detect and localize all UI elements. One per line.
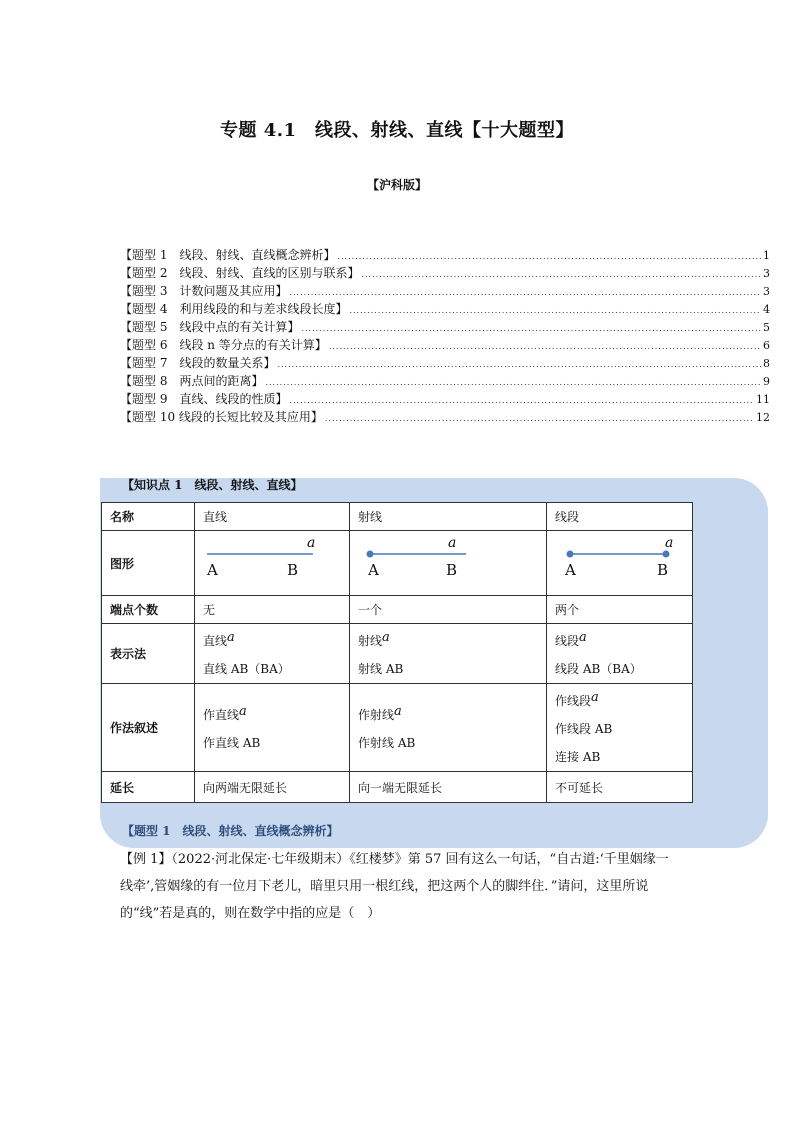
toc-leader-dots	[337, 248, 761, 266]
construct-ray-1: 作射线	[358, 708, 395, 722]
toc-leader-dots	[349, 302, 761, 320]
knowledge-table	[101, 502, 693, 803]
label-a: a	[448, 535, 457, 551]
page-title: 专题 4.1 线段、射线、直线【十大题型】	[219, 120, 575, 141]
line-figure-cell	[195, 531, 350, 596]
toc-item-label: 【题型 2 线段、射线、直线的区别与联系】	[120, 266, 360, 280]
toc-leader-dots	[361, 266, 761, 284]
table-row-notation	[102, 624, 693, 684]
label-point-a: A	[368, 561, 379, 579]
cell-segment: 不可延长	[547, 772, 693, 803]
symbol-a: a	[394, 704, 402, 719]
construct-ray-2: 作射线 AB	[358, 736, 416, 750]
toc-item-label: 【题型 7 线段的数量关系】	[120, 356, 276, 370]
row-label: 延长	[102, 772, 195, 803]
row-label: 表示法	[102, 624, 195, 684]
toc-item-page: 5	[763, 321, 770, 334]
notation-line-1: 直线	[203, 634, 228, 648]
table-row-endpoints	[102, 596, 693, 624]
cell-segment	[547, 624, 693, 684]
cell-ray	[350, 624, 547, 684]
row-label: 名称	[102, 503, 195, 531]
table-row-construction	[102, 684, 693, 772]
toc-item[interactable]	[120, 408, 770, 426]
ray-endpoint	[367, 551, 374, 558]
toc-item-label: 【题型 10 线段的长短比较及其应用】	[120, 410, 323, 424]
symbol-a: a	[227, 630, 235, 645]
cell-ray: 向一端无限延长	[350, 772, 547, 803]
label-point-b: B	[657, 561, 669, 579]
toc-item-label: 【题型 6 线段 n 等分点的有关计算】	[120, 338, 327, 352]
toc-item-label: 【题型 3 计数问题及其应用】	[120, 284, 288, 298]
toc-item-page: 3	[763, 285, 770, 298]
cell-ray: 一个	[350, 596, 547, 624]
label-point-b: B	[287, 561, 299, 579]
cell-segment: 两个	[547, 596, 693, 624]
segment-figure	[555, 533, 684, 593]
symbol-a: a	[239, 704, 247, 719]
toc-leader-dots	[265, 374, 761, 392]
label-a: a	[307, 535, 316, 551]
row-label: 图形	[102, 531, 195, 596]
cell-ray	[350, 684, 547, 772]
toc-item-page: 8	[763, 357, 770, 370]
label-point-b: B	[446, 561, 458, 579]
symbol-a: a	[382, 630, 390, 645]
notation-line-2: 直线 AB（BA）	[203, 662, 290, 676]
segment-endpoint-a	[567, 551, 574, 558]
toc-leader-dots	[277, 356, 761, 374]
construct-segment-3: 连接 AB	[555, 750, 601, 764]
toc-leader-dots	[289, 392, 754, 410]
toc-leader-dots	[301, 320, 761, 338]
toc-item-page: 3	[763, 267, 770, 280]
toc-item[interactable]	[120, 372, 770, 390]
toc-leader-dots	[329, 338, 761, 356]
line-figure	[203, 533, 341, 593]
edition-label: 【沪科版】	[366, 178, 427, 192]
toc-item-page: 9	[763, 375, 770, 388]
toc-item-page: 1	[763, 249, 770, 262]
label-point-a: A	[565, 561, 576, 579]
toc-item-page: 4	[763, 303, 770, 316]
construct-segment-2: 作线段 AB	[555, 722, 613, 736]
cell-ray: 射线	[350, 503, 547, 531]
cell-segment	[547, 684, 693, 772]
toc-item[interactable]	[120, 336, 770, 354]
toc-leader-dots	[289, 284, 761, 302]
knowledge-title: 【知识点 1 线段、射线、直线】	[122, 478, 303, 492]
toc-item[interactable]	[120, 318, 770, 336]
label-a: a	[665, 535, 674, 551]
notation-ray-2: 射线 AB	[358, 662, 404, 676]
example-1-text: 【例 1】（2022·河北保定·七年级期末）《红楼梦》第 57 回有这么一句话，“自古道:‘千里姻缘一线牵’,管姻缘的有一位月下老儿，暗里只用一根红线，把这两个人的脚绊住．”请问，这里所说的“线”若是真的，则在数学中指的应是（ ）	[120, 852, 669, 921]
table-row-figure	[102, 531, 693, 596]
label-point-a: A	[207, 561, 218, 579]
construct-line-2: 作直线 AB	[203, 736, 261, 750]
toc-item-label: 【题型 1 线段、射线、直线概念辨析】	[120, 248, 336, 262]
row-label: 端点个数	[102, 596, 195, 624]
toc-item-label: 【题型 8 两点间的距离】	[120, 374, 264, 388]
toc-item-page: 11	[756, 393, 770, 406]
toc-item[interactable]	[120, 300, 770, 318]
ray-figure-cell	[350, 531, 547, 596]
toc-leader-dots	[325, 410, 754, 428]
question-type-heading: 【题型 1 线段、射线、直线概念辨析】	[122, 824, 339, 838]
segment-figure-cell	[547, 531, 693, 596]
ray-figure	[358, 533, 538, 593]
notation-segment-2: 线段 AB（BA）	[555, 662, 642, 676]
table-row-extension	[102, 772, 693, 803]
construct-line-1: 作直线	[203, 708, 240, 722]
cell-line: 直线	[195, 503, 350, 531]
cell-line	[195, 684, 350, 772]
toc-item[interactable]	[120, 390, 770, 408]
cell-line: 向两端无限延长	[195, 772, 350, 803]
cell-line: 无	[195, 596, 350, 624]
ray-drawing	[358, 533, 528, 593]
toc-item-label: 【题型 4 利用线段的和与差求线段长度】	[120, 302, 348, 316]
symbol-a: a	[591, 690, 599, 705]
construct-segment-1: 作线段	[555, 694, 592, 708]
table-row-name	[102, 503, 693, 531]
toc-item[interactable]	[120, 264, 770, 282]
toc-item-page: 6	[763, 339, 770, 352]
toc-item-page: 12	[756, 411, 770, 424]
symbol-a: a	[579, 630, 587, 645]
toc-item[interactable]	[120, 354, 770, 372]
toc-item-label: 【题型 5 线段中点的有关计算】	[120, 320, 300, 334]
toc-item-label: 【题型 9 直线、线段的性质】	[120, 392, 288, 406]
segment-endpoint-b	[663, 551, 670, 558]
notation-ray-1: 射线	[358, 634, 383, 648]
notation-segment-1: 线段	[555, 634, 580, 648]
row-label: 作法叙述	[102, 684, 195, 772]
toc-item[interactable]	[120, 282, 770, 300]
cell-segment: 线段	[547, 503, 693, 531]
cell-line	[195, 624, 350, 684]
table-of-contents	[120, 246, 770, 426]
toc-item[interactable]	[120, 246, 770, 264]
